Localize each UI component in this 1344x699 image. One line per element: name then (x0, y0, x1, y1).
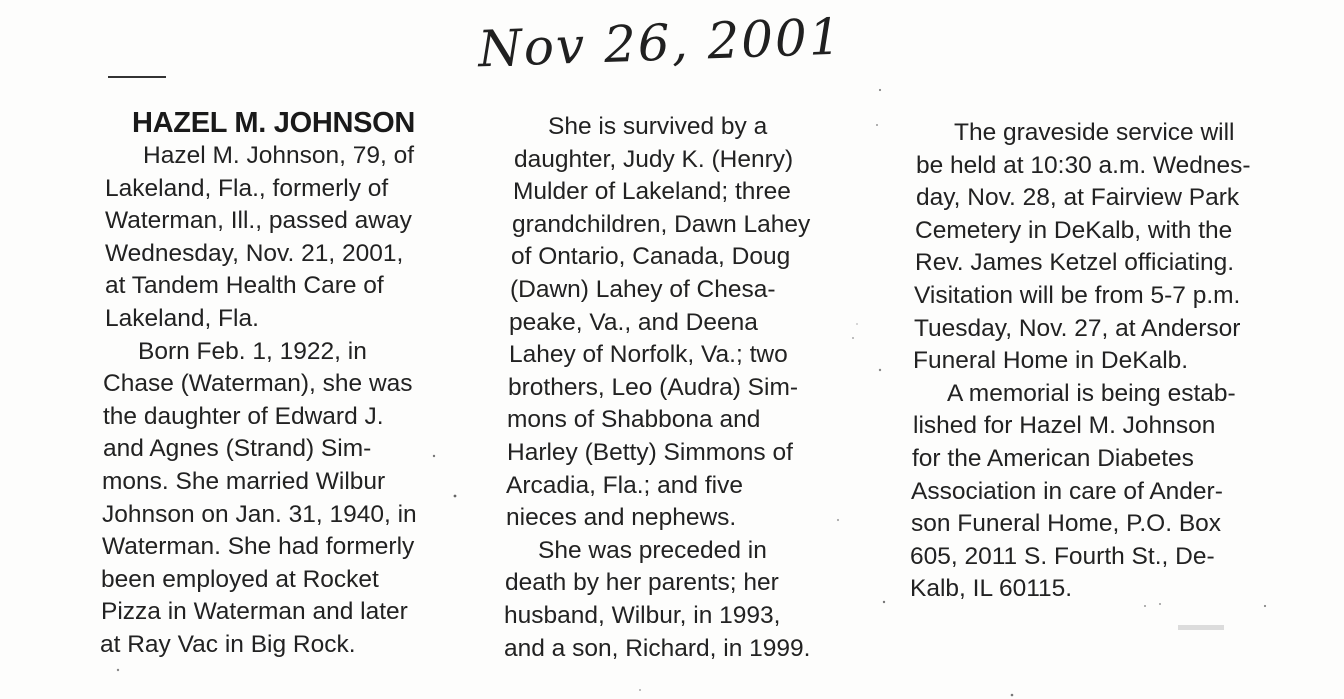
text-line: grandchildren, Dawn Lahey (512, 210, 811, 238)
text-line: The graveside service will (954, 119, 1235, 146)
text-line: mons of Shabbona and (507, 406, 761, 434)
text-line: Johnson on Jan. 31, 1940, in (102, 500, 417, 528)
text-line: son Funeral Home, P.O. Box (911, 510, 1222, 538)
text-line: Lahey of Norfolk, Va.; two (509, 341, 788, 369)
obituary-column-2 (502, 111, 810, 665)
text-line: Association in care of Ander- (911, 477, 1223, 505)
text-line: Arcadia, Fla.; and five (506, 471, 743, 499)
text-line: mons. She married Wilbur (102, 467, 386, 495)
text-line: Mulder of Lakeland; three (513, 178, 791, 206)
text-line: Chase (Waterman), she was (103, 370, 413, 398)
text-line: 605, 2011 S. Fourth St., De- (910, 542, 1215, 570)
text-line: be held at 10:30 a.m. Wednes- (916, 151, 1251, 179)
text-line: husband, Wilbur, in 1993, (504, 601, 781, 629)
text-line: been employed at Rocket (101, 565, 379, 593)
text-line: Visitation will be from 5-7 p.m. (914, 281, 1241, 309)
text-line: Wednesday, Nov. 21, 2001, (105, 239, 404, 267)
text-line: at Tandem Health Care of (105, 272, 384, 300)
text-line: She was preceded in (538, 536, 767, 564)
text-line: Hazel M. Johnson, 79, of (143, 142, 415, 169)
text-line: Lakeland, Fla. (105, 304, 259, 332)
text-line: Rev. James Ketzel officiating. (915, 249, 1235, 277)
text-line: and Agnes (Strand) Sim- (103, 435, 372, 463)
top-rule (108, 76, 166, 78)
text-line: Cemetery in DeKalb, with the (915, 216, 1233, 244)
text-line: Waterman. She had formerly (102, 533, 415, 561)
text-line: the daughter of Edward J. (103, 402, 384, 430)
text-line: daughter, Judy K. (Henry) (514, 145, 794, 173)
obituary-column-1 (100, 106, 417, 662)
text-line: peake, Va., and Deena (509, 308, 758, 336)
text-line: for the American Diabetes (912, 444, 1194, 472)
text-line: (Dawn) Lahey of Chesa- (510, 275, 776, 303)
obituary-column-3 (910, 117, 1251, 606)
text-line: of Ontario, Canada, Doug (511, 243, 791, 271)
text-line: at Ray Vac in Big Rock. (100, 630, 356, 658)
text-line: Funeral Home in DeKalb. (913, 347, 1189, 375)
text-line: nieces and nephews. (506, 504, 737, 532)
text-line: brothers, Leo (Audra) Sim- (508, 373, 799, 401)
text-line: Lakeland, Fla., formerly of (105, 174, 389, 202)
text-line: A memorial is being estab- (947, 379, 1236, 407)
text-line: She is survived by a (548, 113, 768, 140)
text-line: lished for Hazel M. Johnson (913, 412, 1216, 440)
text-line: Pizza in Waterman and later (101, 598, 408, 626)
text-line: Born Feb. 1, 1922, in (138, 337, 367, 365)
text-line: and a son, Richard, in 1999. (504, 634, 811, 662)
text-line: Tuesday, Nov. 27, at Andersor (914, 314, 1241, 342)
text-line: Waterman, Ill., passed away (105, 207, 412, 235)
handwritten-date: Nov 26, 2001 (477, 7, 844, 79)
obituary-headline: HAZEL M. JOHNSON (132, 107, 416, 139)
text-line: Harley (Betty) Simmons of (507, 438, 793, 466)
text-line: Kalb, IL 60115. (910, 575, 1073, 603)
text-line: death by her parents; her (505, 569, 779, 597)
text-line: day, Nov. 28, at Fairview Park (916, 184, 1240, 212)
